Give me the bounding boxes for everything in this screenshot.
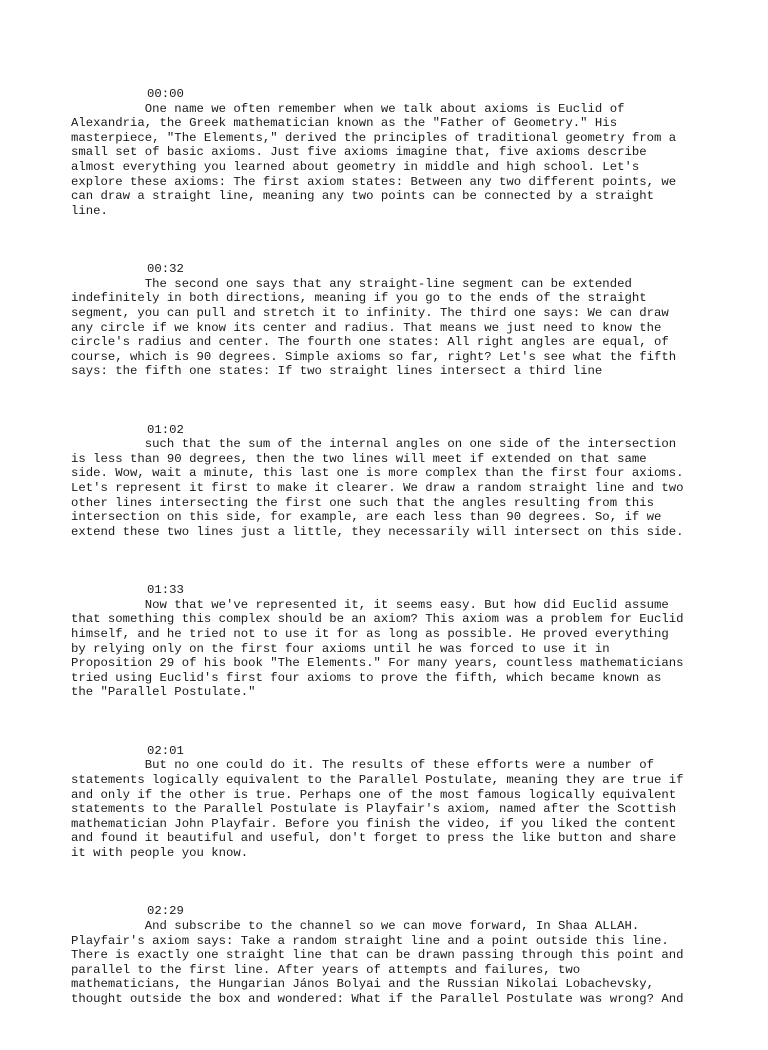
text-line: thought outside the box and wondered: What if the Parallel Postulate was wrong? And [71, 991, 684, 1006]
text-line: almost everything you learned about geometry in middle and high school. Let's [71, 159, 640, 174]
text-line: can draw a straight line, meaning any two points can be connected by a straight [71, 189, 654, 204]
text-line: tried using Euclid's first four axioms to prove the fifth, which became known as [71, 670, 662, 685]
text-line: The second one says that any straight-line segment can be extended [71, 276, 632, 291]
transcript-segment [71, 423, 711, 540]
transcript-segment [71, 262, 711, 379]
text-line: says: the fifth one states: If two straight lines intersect a third line [71, 364, 603, 379]
text-line: extend these two lines just a little, they necessarily will intersect on this side. [71, 524, 684, 539]
timestamp: 02:01 [147, 743, 184, 758]
text-line: such that the sum of the internal angles on one side of the intersection [71, 437, 677, 452]
transcript-page [71, 87, 711, 1050]
text-line: circle's radius and center. The fourth one states: All right angles are equal, of [71, 335, 669, 350]
text-line: side. Wow, wait a minute, this last one is more complex than the first four axioms. [71, 466, 684, 481]
text-line: Now that we've represented it, it seems easy. But how did Euclid assume [71, 597, 669, 612]
transcript-segment [71, 744, 711, 861]
text-line: But no one could do it. The results of these efforts were a number of [71, 758, 654, 773]
timestamp: 00:00 [147, 87, 184, 101]
text-line: statements logically equivalent to the Parallel Postulate, meaning they are true if [71, 772, 684, 787]
transcript-segment [71, 904, 711, 1006]
text-line: the "Parallel Postulate." [71, 685, 256, 700]
text-line: Let's represent it first to make it clearer. We draw a random straight line and two [71, 481, 684, 496]
text-line: There is exactly one straight line that can be drawn passing through this point and [71, 948, 684, 963]
text-line: by relying only on the first four axioms until he was forced to use it in [71, 641, 610, 656]
text-line: course, which is 90 degrees. Simple axioms so far, right? Let's see what the fifth [71, 349, 677, 364]
timestamp: 02:29 [147, 904, 184, 919]
transcript-segment [71, 87, 711, 218]
text-line: Alexandria, the Greek mathematician known as the "Father of Geometry." His [71, 116, 618, 131]
text-line: Proposition 29 of his book "The Elements." For many years, countless mathematicians [71, 656, 684, 671]
timestamp: 01:33 [147, 583, 184, 598]
text-line: mathematicians, the Hungarian János Bolyai and the Russian Nikolai Lobachevsky, [71, 977, 654, 992]
text-line: any circle if we know its center and radius. That means we just need to know the [71, 320, 662, 335]
text-line: mathematician John Playfair. Before you finish the video, if you liked the content [71, 816, 677, 831]
text-line: statements to the Parallel Postulate is Playfair's axiom, named after the Scottish [71, 802, 677, 817]
text-line: One name we often remember when we talk about axioms is Euclid of [71, 101, 625, 116]
text-line: and only if the other is true. Perhaps one of the most famous logically equivalent [71, 787, 677, 802]
text-line: small set of basic axioms. Just five axioms imagine that, five axioms describe [71, 145, 647, 160]
text-line: it with people you know. [71, 845, 249, 860]
text-line: Playfair's axiom says: Take a random straight line and a point outside this line. [71, 933, 669, 948]
text-line: that something this complex should be an axiom? This axiom was a problem for Euclid [71, 612, 684, 627]
text-line: other lines intersecting the first one such that the angles resulting from this [71, 495, 654, 510]
text-line: segment, you can pull and stretch it to infinity. The third one says: We can draw [71, 305, 669, 320]
text-line: explore these axioms: The first axiom states: Between any two different points, we [71, 174, 677, 189]
text-line: is less than 90 degrees, then the two lines will meet if extended on that same [71, 451, 647, 466]
timestamp: 01:02 [147, 422, 184, 437]
text-line: And subscribe to the channel so we can move forward, In Shaa ALLAH. [71, 918, 640, 933]
text-line: line. [71, 203, 108, 218]
text-line: intersection on this side, for example, are each less than 90 degrees. So, if we [71, 510, 662, 525]
transcript-segment [71, 583, 711, 700]
timestamp: 00:32 [147, 262, 184, 277]
text-line: indefinitely in both directions, meaning if you go to the ends of the straight [71, 291, 647, 306]
text-line: himself, and he tried not to use it for as long as possible. He proved everything [71, 627, 669, 642]
text-line: parallel to the first line. After years of attempts and failures, two [71, 962, 581, 977]
text-line: and found it beautiful and useful, don't forget to press the like button and share [71, 831, 677, 846]
text-line: masterpiece, "The Elements," derived the principles of traditional geometry from a [71, 130, 677, 145]
